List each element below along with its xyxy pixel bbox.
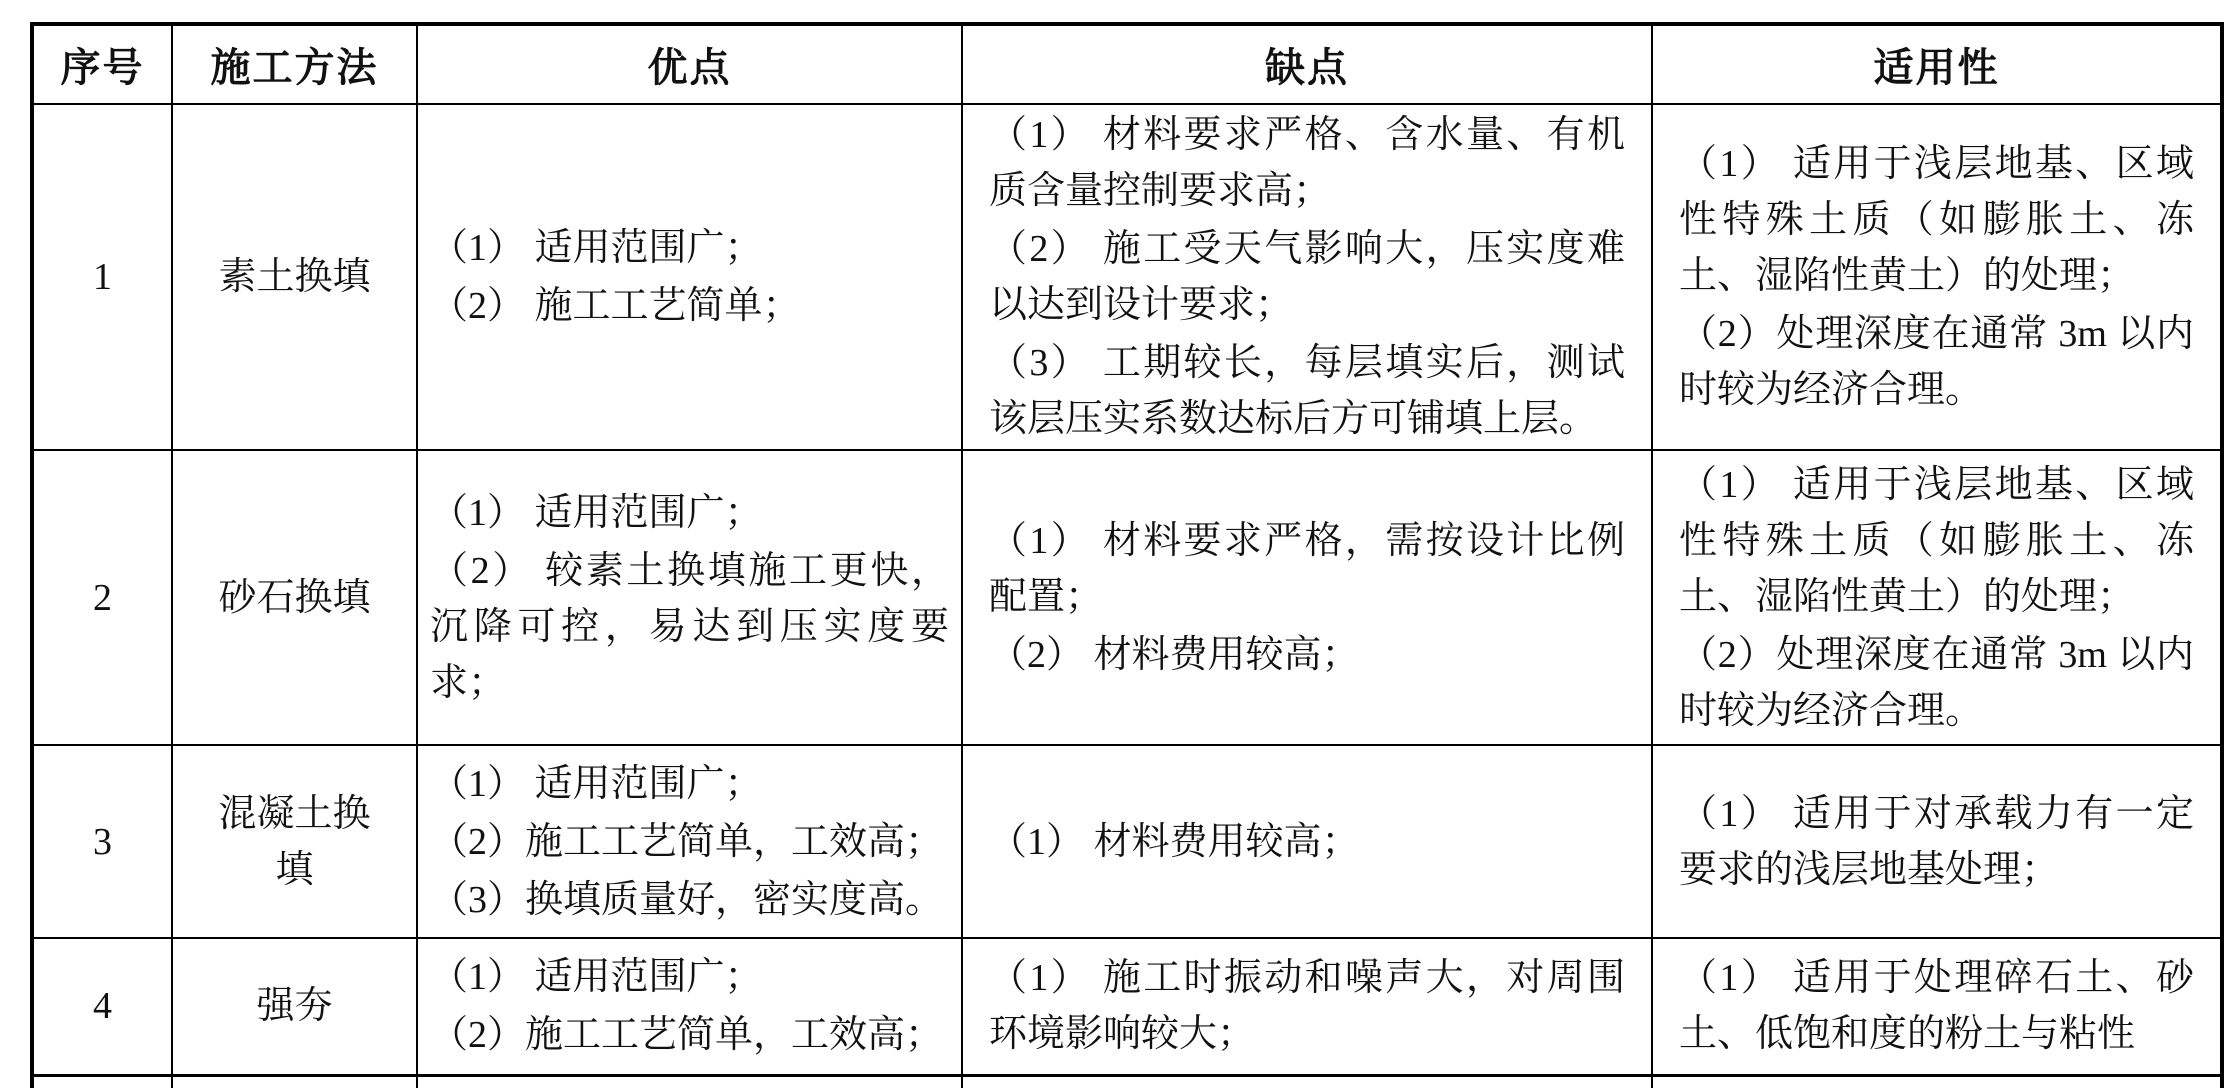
clipped-cell xyxy=(1652,1075,2222,1088)
table-row xyxy=(32,938,2222,1075)
row-number-cell: 3 xyxy=(32,745,172,938)
method-cell: 混凝土换填 xyxy=(172,745,417,938)
list-item: （2） 施工工艺简单； xyxy=(430,285,801,327)
list-item: （1） 适用范围广； xyxy=(430,762,763,805)
table-row xyxy=(32,450,2222,745)
list-item: （2） 较素土换填施工更快，沉降可控，易达到压实度要求； xyxy=(430,549,949,704)
list-item: （1） 施工时振动和噪声大，对周围环境影响较大； xyxy=(989,957,1625,1056)
list-item: （3）换填质量好，密实度高。 xyxy=(430,878,944,921)
list-item: （1） 适用于浅层地基、区域性特殊土质（如膨胀土、冻土、湿陷性黄土）的处理； xyxy=(1679,143,2194,297)
list-item: （1） 材料要求严格、含水量、有机质含量控制要求高； xyxy=(989,114,1625,212)
col-header-no: 序号 xyxy=(32,24,172,104)
list-item: （2） 材料费用较高； xyxy=(989,633,1360,676)
advantages-cell xyxy=(417,104,962,450)
applicability-cell xyxy=(1652,938,2222,1075)
method-cell: 素土换填 xyxy=(172,104,417,450)
advantages-cell xyxy=(417,450,962,745)
col-header-disadvantages: 缺点 xyxy=(962,24,1652,104)
col-header-advantages: 优点 xyxy=(417,24,962,104)
list-item: （1） 材料要求严格，需按设计比例配置； xyxy=(989,519,1625,618)
construction-methods-table xyxy=(30,22,2224,1088)
clipped-cell xyxy=(962,1075,1652,1088)
applicability-cell xyxy=(1652,450,2222,745)
list-item: （1） 适用范围广； xyxy=(430,491,763,534)
table-header-row xyxy=(32,24,2222,104)
disadvantages-cell xyxy=(962,450,1652,745)
row-number-cell: 2 xyxy=(32,450,172,745)
clipped-cell xyxy=(172,1075,417,1088)
col-header-method: 施工方法 xyxy=(172,24,417,104)
method-cell: 砂石换填 xyxy=(172,450,417,745)
list-item: （2） 施工受天气影响大，压实度难以达到设计要求； xyxy=(989,228,1625,326)
advantages-cell xyxy=(417,745,962,938)
disadvantages-cell xyxy=(962,745,1652,938)
row-number-cell: 1 xyxy=(32,104,172,450)
clipped-cell xyxy=(417,1075,962,1088)
list-item: （2）施工工艺简单，工效高； xyxy=(430,820,944,863)
col-header-applicability: 适用性 xyxy=(1652,24,2222,104)
clipped-cell xyxy=(32,1075,172,1088)
list-item: （2）处理深度在通常 3m 以内时较为经济合理。 xyxy=(1679,633,2194,732)
row-number-cell: 4 xyxy=(32,938,172,1075)
list-item: （1） 材料费用较高； xyxy=(989,820,1360,863)
list-item: （2）处理深度在通常 3m 以内时较为经济合理。 xyxy=(1679,313,2194,411)
advantages-cell xyxy=(417,938,962,1075)
list-item: （3） 工期较长，每层填实后，测试该层压实系数达标后方可铺填上层。 xyxy=(989,342,1625,440)
disadvantages-cell xyxy=(962,938,1652,1075)
clipped-row-continuation xyxy=(32,1075,2222,1088)
list-item: （1） 适用于处理碎石土、砂土、低饱和度的粉土与粘性 xyxy=(1679,957,2194,1056)
list-item: （1） 适用范围广； xyxy=(430,227,763,269)
list-item: （1） 适用范围广； xyxy=(430,956,763,999)
disadvantages-cell xyxy=(962,104,1652,450)
applicability-cell xyxy=(1652,745,2222,938)
method-cell: 强夯 xyxy=(172,938,417,1075)
list-item: （1） 适用于浅层地基、区域性特殊土质（如膨胀土、冻土、湿陷性黄土）的处理； xyxy=(1679,463,2194,618)
table-row xyxy=(32,745,2222,938)
table-body xyxy=(32,104,2222,1088)
list-item: （1） 适用于对承载力有一定要求的浅层地基处理； xyxy=(1679,792,2194,891)
table-row xyxy=(32,104,2222,450)
applicability-cell xyxy=(1652,104,2222,450)
list-item: （2）施工工艺简单，工效高； xyxy=(430,1014,944,1057)
